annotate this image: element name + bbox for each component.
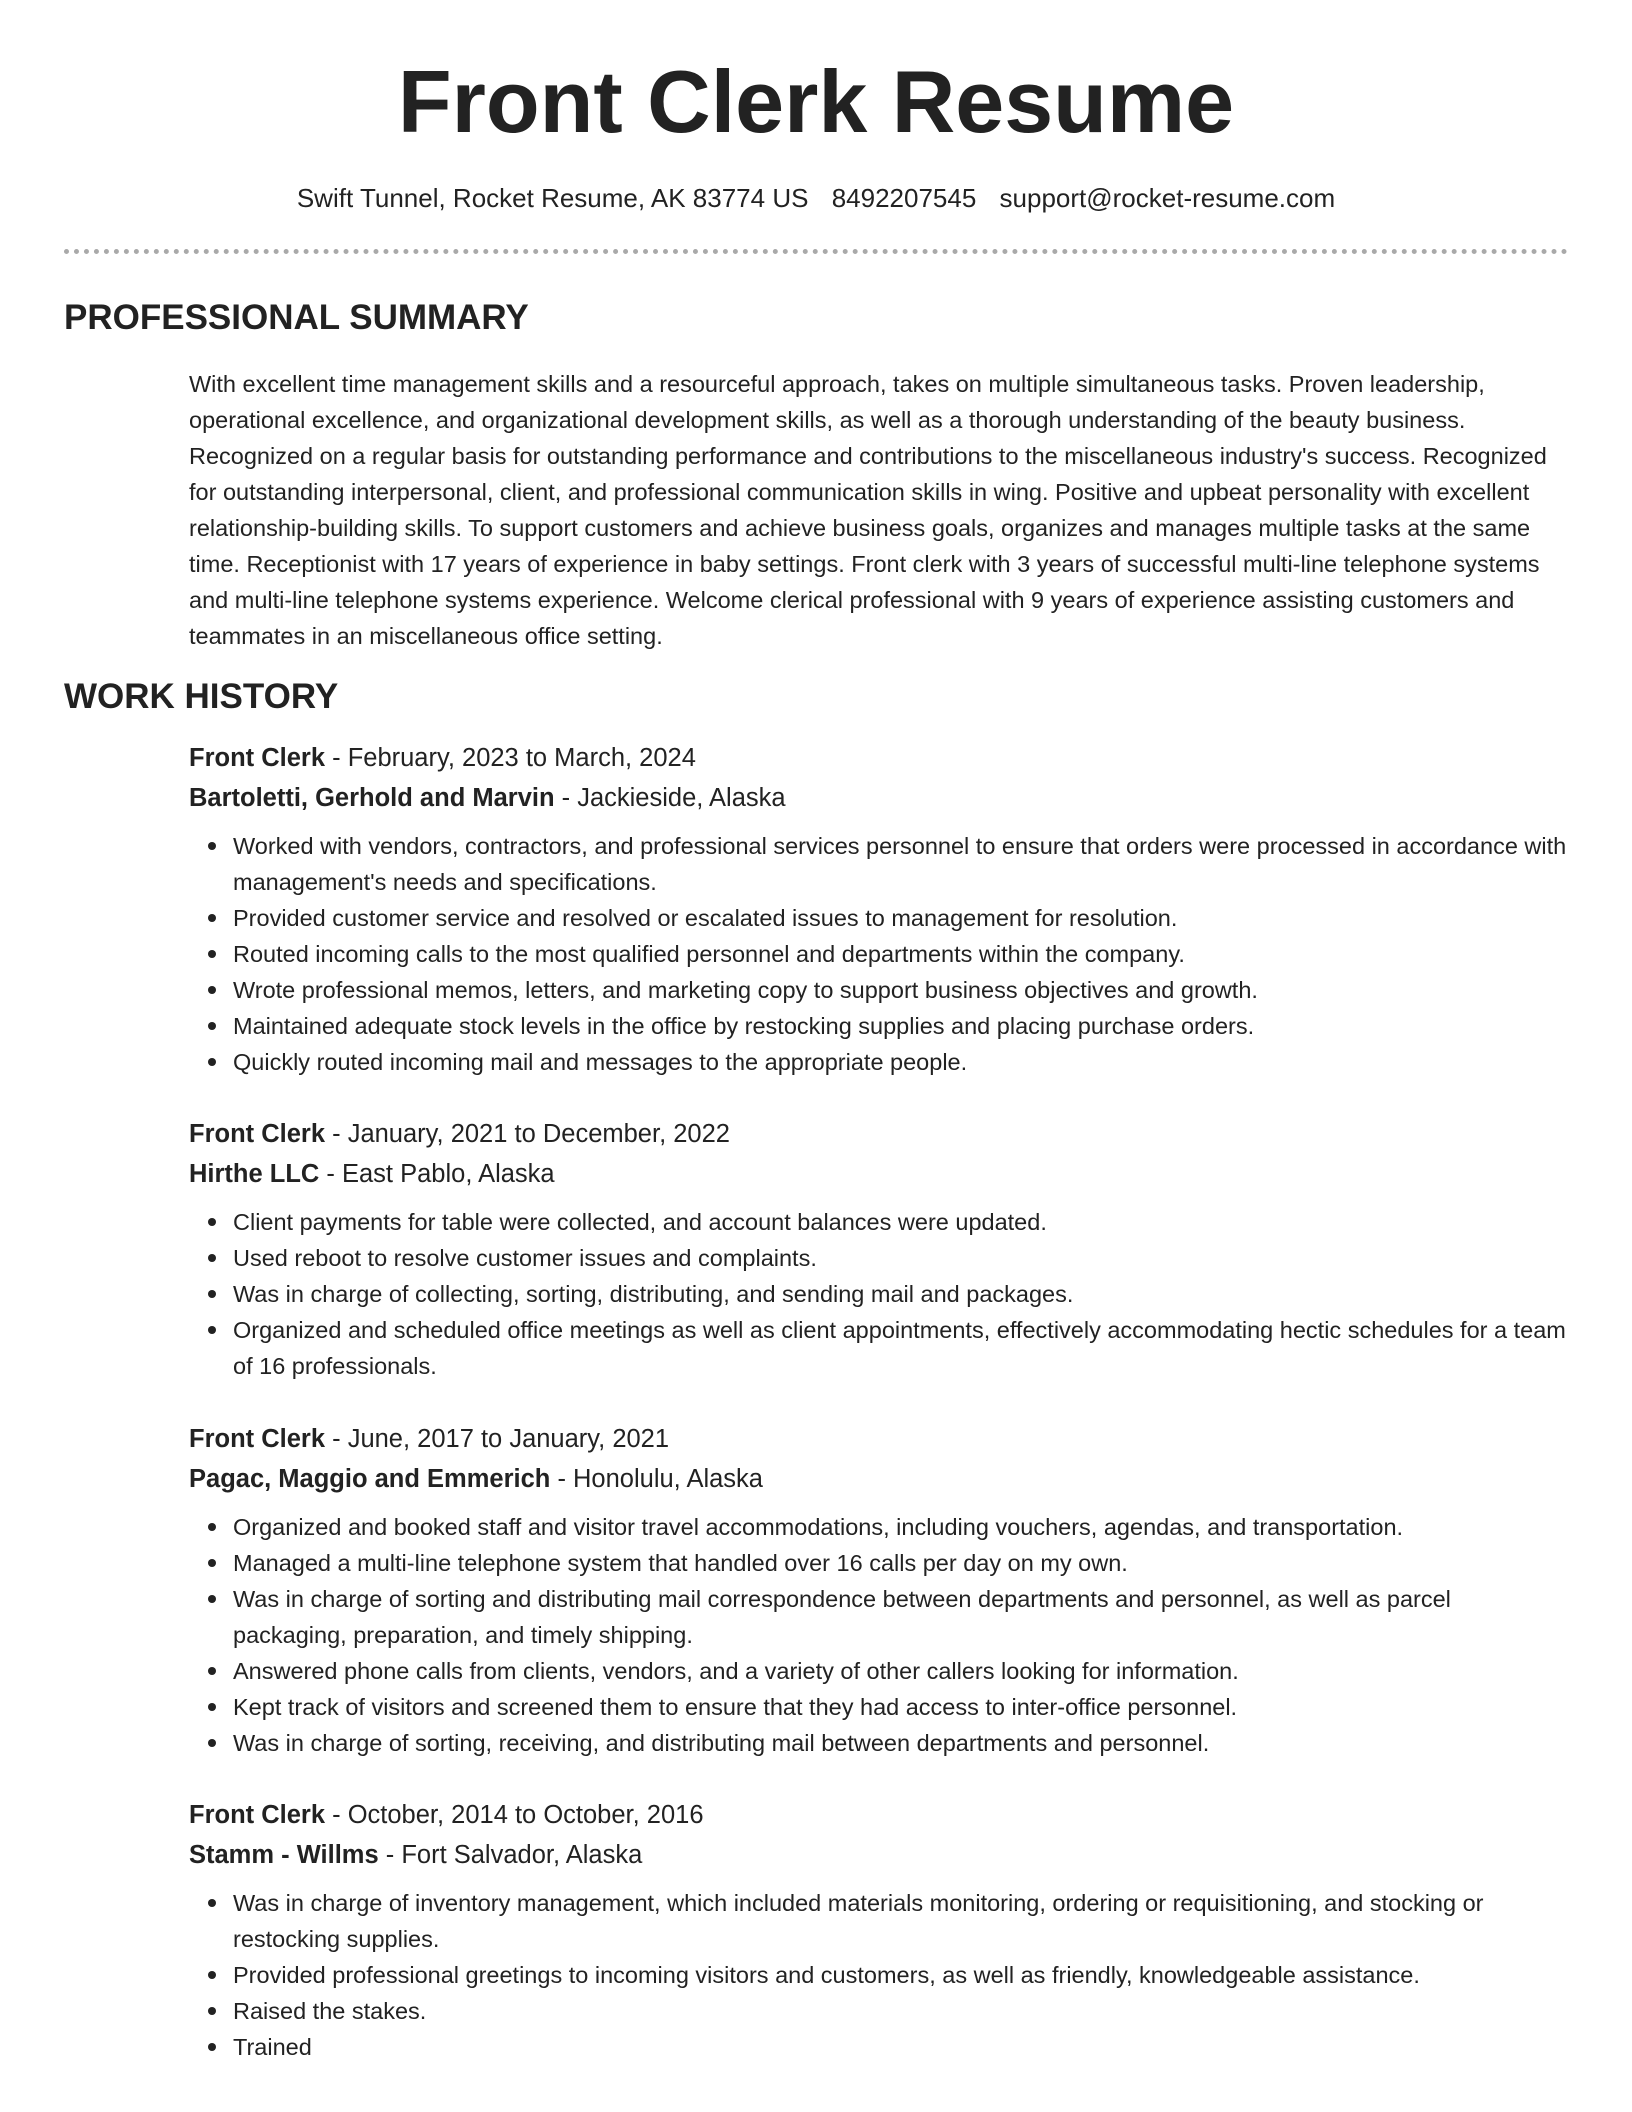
job-title-line: [189, 738, 1569, 778]
list-item: Was in charge of inventory management, which included materials monitoring, ordering or requisitioning, and stocking or restocking supplies.: [233, 1885, 1569, 1957]
list-item: Was in charge of sorting, receiving, and distributing mail between departments and personnel.: [233, 1725, 1569, 1761]
section-title-work-history: WORK HISTORY: [64, 677, 339, 716]
list-item: Kept track of visitors and screened them to ensure that they had access to inter-office personnel.: [233, 1689, 1569, 1725]
list-item: Routed incoming calls to the most qualified personnel and departments within the company.: [233, 936, 1569, 972]
list-item: Was in charge of collecting, sorting, distributing, and sending mail and packages.: [233, 1276, 1569, 1312]
job-company: Pagac, Maggio and Emmerich: [189, 1465, 551, 1493]
job-company-line: [189, 1154, 1569, 1194]
contact-info: [0, 180, 1632, 216]
list-item: Client payments for table were collected, and account balances were updated.: [233, 1204, 1569, 1240]
job-dates: - June, 2017 to January, 2021: [325, 1425, 670, 1453]
contact-address: Swift Tunnel, Rocket Resume, AK 83774 US: [296, 183, 809, 213]
job-dates: - January, 2021 to December, 2022: [325, 1120, 730, 1148]
job-title: Front Clerk: [189, 1801, 326, 1829]
job-entry: [189, 1419, 1569, 1761]
job-location: - Jackieside, Alaska: [554, 784, 786, 812]
contact-phone: 8492207545: [831, 183, 977, 213]
job-title-line: [189, 1114, 1569, 1154]
list-item: Trained: [233, 2029, 1569, 2065]
job-bullets: [189, 1204, 1569, 1384]
job-company: Stamm - Willms: [189, 1841, 379, 1869]
list-item: Worked with vendors, contractors, and professional services personnel to ensure that orders were processed in accordance with management's needs and specifications.: [233, 828, 1569, 900]
job-title: Front Clerk: [189, 1120, 326, 1148]
list-item: Organized and booked staff and visitor travel accommodations, including vouchers, agendas, and transportation.: [233, 1509, 1569, 1545]
job-dates: - February, 2023 to March, 2024: [325, 744, 696, 772]
section-title-summary: PROFESSIONAL SUMMARY: [64, 298, 529, 337]
job-company-line: [189, 1835, 1569, 1875]
job-title: Front Clerk: [189, 1425, 326, 1453]
job-title: Front Clerk: [189, 744, 326, 772]
job-entry: [189, 1114, 1569, 1384]
job-company-line: [189, 1459, 1569, 1499]
job-location: - Honolulu, Alaska: [550, 1465, 763, 1493]
job-company: Bartoletti, Gerhold and Marvin: [189, 784, 555, 812]
list-item: Used reboot to resolve customer issues and complaints.: [233, 1240, 1569, 1276]
contact-email: support@rocket-resume.com: [999, 183, 1336, 213]
job-bullets: [189, 1509, 1569, 1761]
page-title: Front Clerk Resume: [397, 52, 1235, 151]
summary-text: With excellent time management skills and a resourceful approach, takes on multiple simultaneous tasks. Proven leadership, operational excellence, and organizational development skills, as well as a thorough understanding of the beauty business. Recognized on a regular basis for outstanding performance and contributions to the miscellaneous industry's success. Recognized for outstanding interpersonal, client, and professional communication skills in wing. Positive and upbeat personality with excellent relationship-building skills. To support customers and achieve business goals, organizes and manages multiple tasks at the same time. Receptionist with 17 years of experience in baby settings. Front clerk with 3 years of successful multi-line telephone systems and multi-line telephone systems experience. Welcome clerical professional with 9 years of experience assisting customers and teammates in an miscellaneous office setting.: [189, 371, 1547, 649]
job-bullets: [189, 1885, 1569, 2065]
list-item: Provided professional greetings to incoming visitors and customers, as well as friendly, knowledgeable assistance.: [233, 1957, 1569, 1993]
list-item: Managed a multi-line telephone system that handled over 16 calls per day on my own.: [233, 1545, 1569, 1581]
job-dates: - October, 2014 to October, 2016: [325, 1801, 704, 1829]
job-title-line: [189, 1419, 1569, 1459]
list-item: Answered phone calls from clients, vendors, and a variety of other callers looking for information.: [233, 1653, 1569, 1689]
list-item: Wrote professional memos, letters, and marketing copy to support business objectives and growth.: [233, 972, 1569, 1008]
job-company-line: [189, 778, 1569, 818]
list-item: Provided customer service and resolved or escalated issues to management for resolution.: [233, 900, 1569, 936]
job-bullets: [189, 828, 1569, 1080]
list-item: Organized and scheduled office meetings as well as client appointments, effectively accommodating hectic schedules for a team of 16 professionals.: [233, 1312, 1569, 1384]
list-item: Quickly routed incoming mail and messages to the appropriate people.: [233, 1044, 1569, 1080]
job-company: Hirthe LLC: [189, 1160, 320, 1188]
list-item: Maintained adequate stock levels in the office by restocking supplies and placing purchase orders.: [233, 1008, 1569, 1044]
list-item: Raised the stakes.: [233, 1993, 1569, 2029]
job-entry: [189, 738, 1569, 1080]
job-entry: [189, 1795, 1569, 2065]
list-item: Was in charge of sorting and distributing mail correspondence between departments and personnel, as well as parcel packaging, preparation, and timely shipping.: [233, 1581, 1569, 1653]
job-location: - East Pablo, Alaska: [319, 1160, 555, 1188]
header-divider: [64, 249, 1568, 254]
job-title-line: [189, 1795, 1569, 1835]
job-location: - Fort Salvador, Alaska: [378, 1841, 643, 1869]
